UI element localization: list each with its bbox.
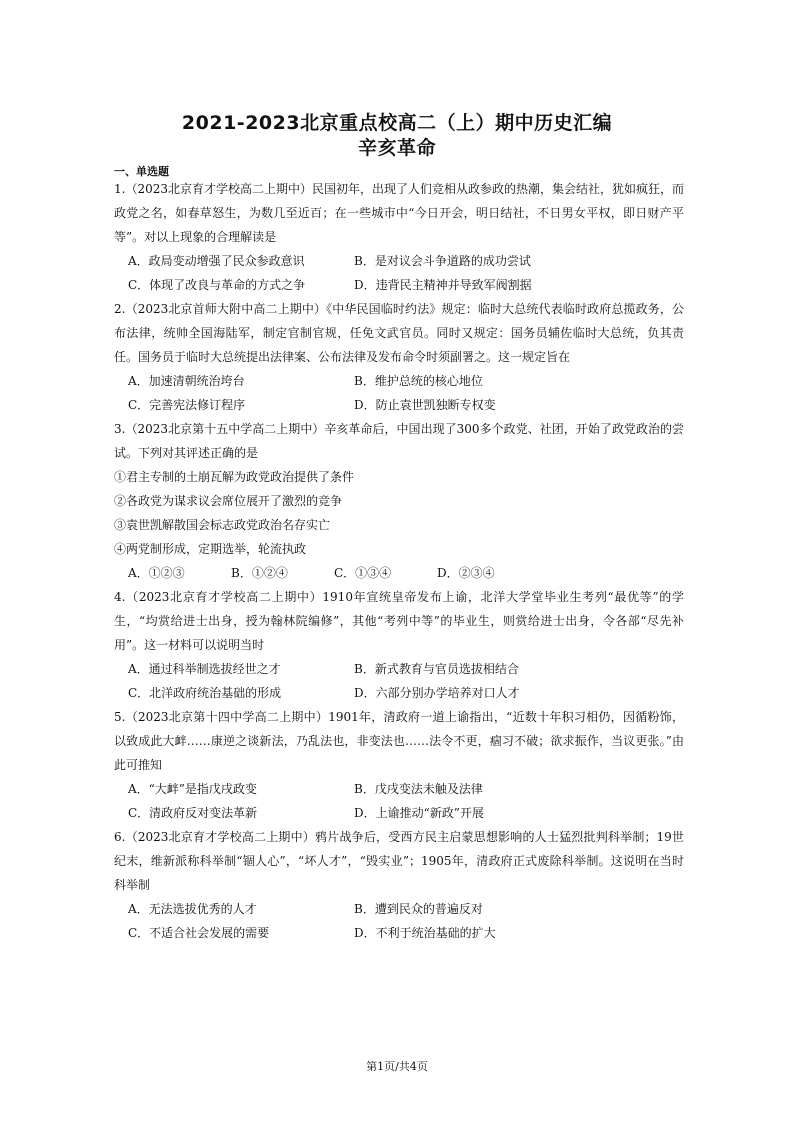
option-a: A．①②③ xyxy=(128,566,185,580)
question-2 xyxy=(114,297,684,417)
option-list xyxy=(114,657,684,705)
option-a: A．加速清朝统治垮台 xyxy=(128,374,245,388)
question-stem: 5.（2023北京第十四中学高二上期中）1901年，清政府一道上谕指出，“近数十年积习相仍，因循粉饰，以致成此大衅……康逆之谈新法，乃乱法也，非变法也……法令不更，痼习不破；欲求振作，当议更张。”由此可推知 xyxy=(114,710,684,772)
option-b: B．①②④ xyxy=(231,566,288,580)
option-list xyxy=(114,897,684,945)
question-6 xyxy=(114,825,684,945)
option-b: B．戊戌变法未触及法律 xyxy=(354,782,483,796)
document-subtitle: 辛亥革命 xyxy=(357,137,436,159)
question-4 xyxy=(114,585,684,705)
option-a: A．政局变动增强了民众参政意识 xyxy=(128,254,305,268)
option-d: D．六部分别办学培养对口人才 xyxy=(354,686,520,700)
question-stem: 2.（2023北京首师大附中高二上期中）《中华民国临时约法》规定：临时大总统代表临时政府总揽政务，公布法律，统帅全国海陆军，制定官制官规，任免文武官员。同时又规定：国务员辅佐临时大总统，负其责任。国务员于临时大总统提出法律案、公布法律及发布命令时须副署之。这一规定旨在 xyxy=(114,302,684,364)
question-5 xyxy=(114,705,684,825)
statement-1: ①君主专制的土崩瓦解为政党政治提供了条件 xyxy=(114,470,355,484)
option-b: B．是对议会斗争道路的成功尝试 xyxy=(354,254,531,268)
statement-3: ③袁世凯解散国会标志政党政治名存实亡 xyxy=(114,518,331,532)
option-c: C．体现了改良与革命的方式之争 xyxy=(128,278,306,292)
option-c: C．不适合社会发展的需要 xyxy=(128,926,270,940)
option-a: A．“大衅”是指戊戌政变 xyxy=(128,782,257,796)
option-d: D．防止袁世凯独断专权变 xyxy=(354,398,496,412)
page-number: 第1页/共4页 xyxy=(366,1060,428,1073)
option-list xyxy=(114,369,684,417)
option-a: A．无法选拔优秀的人才 xyxy=(128,902,257,916)
question-stem: 1.（2023北京育才学校高二上期中）民国初年，出现了人们竞相从政参政的热潮，集会结社，犹如疯狂，而政党之名，如春草怒生，为数几至近百；在一些城市中“今日开会，明日结社，不日男女平权，即日财产平等”。对以上现象的合理解读是 xyxy=(114,182,684,244)
question-stem: 6.（2023北京育才学校高二上期中）鸦片战争后，受西方民主启蒙思想影响的人士猛烈批判科举制；19世纪末，维新派称科举制“锢人心”，“坏人才”，“毁实业”；1905年，清政府正式废除科举制。这说明在当时科举制 xyxy=(114,830,684,892)
option-list xyxy=(114,249,684,297)
option-a: A．通过科举制选拔经世之才 xyxy=(128,662,281,676)
option-d: D．不利于统治基础的扩大 xyxy=(354,926,496,940)
option-list xyxy=(114,777,684,825)
option-c: C．①③④ xyxy=(334,566,392,580)
option-d: D．违背民主精神并导致军阀割据 xyxy=(354,278,532,292)
question-stem: 3.（2023北京第十五中学高二上期中）辛亥革命后，中国出现了300多个政党、社团，开始了政党政治的尝试。下列对其评述正确的是 xyxy=(114,422,684,460)
question-stem: 4.（2023北京育才学校高二上期中）1910年宣统皇帝发布上谕，北洋大学堂毕业生考列“最优等”的学生，“均赏给进士出身，授为翰林院编修”，其他“考列中等”的毕业生，则赏给进士出身，令各部“尽先补用”。这一材料可以说明当时 xyxy=(114,590,684,652)
question-1 xyxy=(114,177,684,297)
option-b: B．遭到民众的普遍反对 xyxy=(354,902,483,916)
option-d: D．上谕推动“新政”开展 xyxy=(354,806,484,820)
option-c: C．清政府反对变法革新 xyxy=(128,806,258,820)
document-title: 2021-2023北京重点校高二（上）期中历史汇编 xyxy=(181,112,613,134)
option-b: B．维护总统的核心地位 xyxy=(354,374,483,388)
option-list xyxy=(114,561,684,585)
question-3 xyxy=(114,417,684,585)
option-c: C．北洋政府统治基础的形成 xyxy=(128,686,282,700)
statement-2: ②各政党为谋求议会席位展开了激烈的竞争 xyxy=(114,494,343,508)
option-b: B．新式教育与官员选拔相结合 xyxy=(354,662,519,676)
section-heading: 一、单选题 xyxy=(114,165,169,178)
statement-4: ④两党制形成，定期选举，轮流执政 xyxy=(114,542,307,556)
option-d: D．②③④ xyxy=(437,566,495,580)
question-list xyxy=(114,177,684,945)
option-c: C．完善宪法修订程序 xyxy=(128,398,246,412)
